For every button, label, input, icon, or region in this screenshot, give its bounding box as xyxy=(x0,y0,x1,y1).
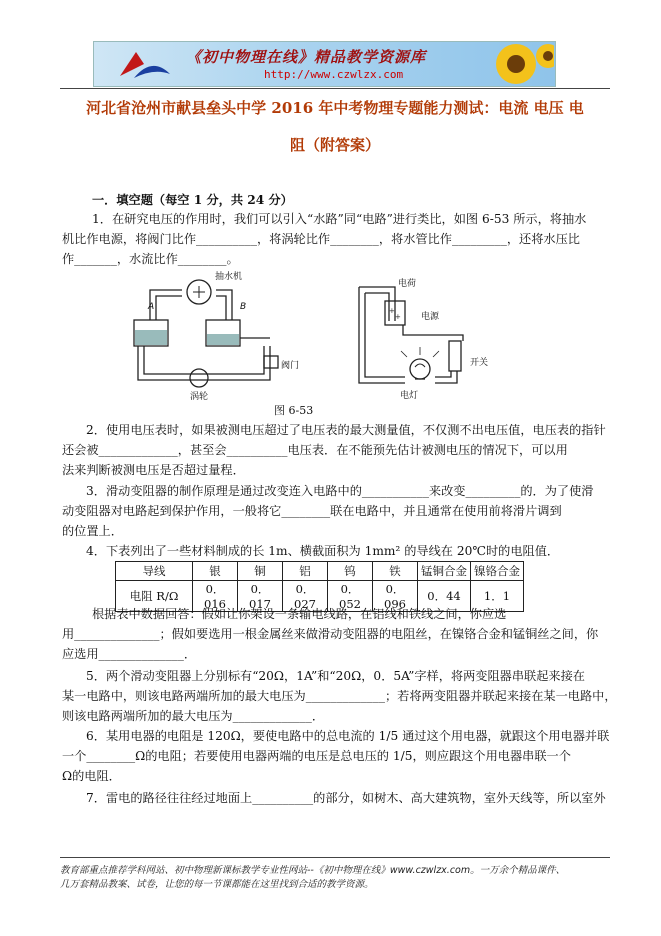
table-header-cell: 导线 xyxy=(116,562,193,581)
water-circuit-figure xyxy=(120,268,290,398)
footer-line2: 几万套精品教案、试卷，让您的每一节课都能在这里找到合适的教学资源。 xyxy=(60,879,374,890)
label-turbine: 涡轮 xyxy=(190,392,209,402)
table-cell: 0．027 xyxy=(283,581,328,612)
q4-line2: 根据表中数据回答：假如让你架设一条输电线路，在铝线和铁线之间，你应选 xyxy=(92,607,507,621)
q2-line2: 还会被_____________，甚至会__________电压表．在不能预先估计被测电压的情况下，可以用 xyxy=(62,443,568,457)
q4-line3: 用______________；假如要选用一根金属丝来做滑动变阻器的电阻丝，在镍铬合金和锰铜丝之间，你 xyxy=(62,627,599,641)
q1-line1: 1．在研究电压的作用时，我们可以引入“水路”同“电路”进行类比，如图 6-53 所示，将抽水 xyxy=(92,212,587,226)
q6-line3: Ω的电阻． xyxy=(62,769,121,783)
header-divider xyxy=(60,88,610,89)
table-header-cell: 铝 xyxy=(283,562,328,581)
label-valve: 阀门 xyxy=(281,361,300,371)
svg-text:+: + xyxy=(395,313,401,321)
table-cell: 电阻 R/Ω xyxy=(116,581,193,612)
label-a: A xyxy=(148,302,155,312)
q4-line1: 4．下表列出了一些材料制成的长 1m、横截面积为 1mm² 的导线在 20℃时的电阻值． xyxy=(86,544,560,558)
table-header-row xyxy=(116,562,524,581)
banner-url[interactable]: http://www.czwlzx.com xyxy=(264,68,404,81)
banner-title: 《初中物理在线》精品教学资源库 xyxy=(186,48,427,66)
table-header-cell: 铁 xyxy=(373,562,418,581)
label-switch: 开关 xyxy=(470,358,489,368)
q3-line2: 动变阻器对电路起到保护作用，一般将它________联在电路中，并且通常在使用前将滑片调到 xyxy=(62,504,562,518)
table-cell: 0．017 xyxy=(238,581,283,612)
electric-circuit-figure xyxy=(345,275,485,400)
footer-line1: 教育部重点推荐学科网站、初中物理新课标教学专业性网站--《初中物理在线》www.czwlzx.com。一万余个精品课件、 xyxy=(60,865,566,876)
table-cell: 1．1 xyxy=(471,581,524,612)
svg-text:+: + xyxy=(389,307,395,315)
label-b: B xyxy=(240,302,247,312)
q6-line1: 6．某用电器的电阻是 120Ω，要使电路中的总电流的 1/5 通过这个用电器，就跟这个用电器并联 xyxy=(86,729,610,743)
sunflower-icon xyxy=(486,42,554,86)
label-pump: 抽水机 xyxy=(215,272,243,282)
q1-line2: 机比作电源，将阀门比作__________，将涡轮比作________，将水管比作_________，还将水压比 xyxy=(62,232,580,246)
label-charge: 电荷 xyxy=(398,279,417,289)
table-header-cell: 锰铜合金 xyxy=(418,562,471,581)
q6-line2: 一个________Ω的电阻；若要使用电器两端的电压是总电压的 1/5，则应跟这个用电器串联一个 xyxy=(62,749,571,763)
footer-divider xyxy=(60,857,610,858)
q7-line1: 7．雷电的路径往往经过地面上__________的部分，如树木、高大建筑物，室外天线等，所以室外 xyxy=(86,791,606,805)
q5-line1: 5．两个滑动变阻器上分别标有“20Ω，1A”和“20Ω，0．5A”字样，将两变阻器串联起来接在 xyxy=(86,669,585,683)
q1-line3: 作_______，水流比作________。 xyxy=(62,252,239,266)
table-header-cell: 银 xyxy=(193,562,238,581)
table-cell: 0．016 xyxy=(193,581,238,612)
table-header-cell: 镍铬合金 xyxy=(471,562,524,581)
q5-line3: 则该电路两端所加的最大电压为_____________． xyxy=(62,709,325,723)
q5-line2: 某一电路中，则该电路两端所加的最大电压为_____________；若将两变阻器并联起来接在某一电路中， xyxy=(62,689,617,703)
table-header-cell: 钨 xyxy=(328,562,373,581)
page-title-line2: 阻（附答案） xyxy=(289,136,380,154)
page-title-line1: 河北省沧州市献县垒头中学 2016 年中考物理专题能力测试：电流 电压 电 xyxy=(86,99,584,117)
section-heading: 一．填空题（每空 1 分，共 24 分） xyxy=(92,193,293,207)
label-source: 电源 xyxy=(421,312,440,322)
q2-line1: 2．使用电压表时，如果被测电压超过了电压表的最大测量值，不仅测不出电压值，电压表的指针 xyxy=(86,423,606,437)
table-cell: 0．096 xyxy=(373,581,418,612)
table-header-cell: 铜 xyxy=(238,562,283,581)
q2-line3: 法来判断被测电压是否超过量程． xyxy=(62,463,245,477)
q3-line1: 3．滑动变阻器的制作原理是通过改变连入电路中的___________来改变_________的．为了使滑 xyxy=(86,484,594,498)
q4-line4: 应选用______________． xyxy=(62,647,197,661)
table-cell: 0．44 xyxy=(418,581,471,612)
site-logo-icon xyxy=(114,46,174,82)
label-lamp: 电灯 xyxy=(400,391,419,401)
figure-caption: 图 6-53 xyxy=(274,404,314,417)
q3-line3: 的位置上． xyxy=(62,524,123,538)
table-cell: 0．052 xyxy=(328,581,373,612)
header-banner xyxy=(93,41,556,87)
